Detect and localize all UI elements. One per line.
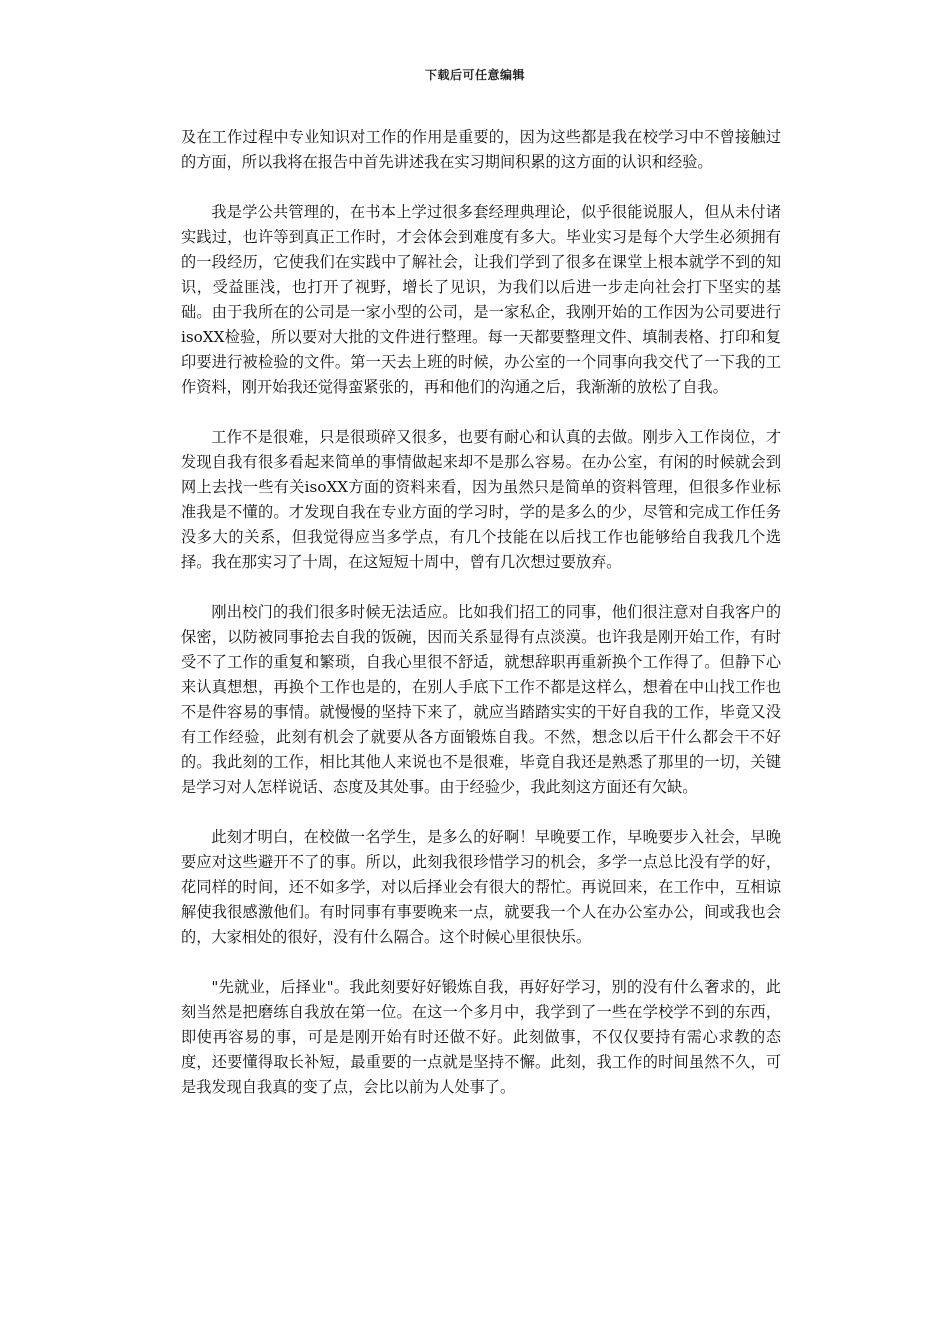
paragraph-5: 此刻才明白，在校做一名学生，是多么的好啊！早晚要工作，早晚要步入社会，早晚要应对这些避开不了的事。所以，此刻我很珍惜学习的机会，多学一点总比没有学的好，花同样的时间，还不如多学，对以后择业会有很大的帮忙。再说回来，在工作中，互相谅解使我很感激他们。有时同事有事要晚来一点，就要我一个人在办公室办公，间或我也会的，大家相处的很好，没有什么隔合。这个时候心里很快乐。 [181, 828, 781, 946]
paragraph-6: "先就业，后择业"。我此刻要好好锻炼自我，再好好学习，别的没有什么奢求的，此刻当然是把磨练自我放在第一位。在这一个多月中，我学到了一些在学校学不到的东西，即使再容易的事，可是是刚开始有时还做不好。此刻做事，不仅仅要持有需心求教的态度，还要懂得取长补短，最重要的一点就是坚持不懈。此刻，我工作的时间虽然不久，可是我发现自我真的变了点，会比以前为人处事了。 [181, 978, 781, 1096]
paragraph-2: 我是学公共管理的，在书本上学过很多套经理典理论，似乎很能说服人，但从未付诸实践过，也许等到真正工作时，才会体会到难度有多大。毕业实习是每个大学生必须拥有的一段经历，它使我们在实践中了解社会，让我们学到了很多在课堂上根本就学不到的知识，受益匪浅，也打开了视野，增长了见识，为我们以后进一步走向社会打下坚实的基础。由于我所在的公司是一家小型的公司，是一家私企，我刚开始的工作因为公司要进行isoXX检验，所以要对大批的文件进行整理。每一天都要整理文件、填制表格、打印和复印要进行被检验的文件。第一天去上班的时候，办公室的一个同事向我交代了一下我的工作资料，刚开始我还觉得蛮紧张的，再和他们的沟通之后，我渐渐的放松了自我。 [181, 203, 781, 396]
page-header-note: 下载后可任意编辑 [424, 68, 525, 82]
paragraph-3: 工作不是很难，只是很琐碎又很多，也要有耐心和认真的去做。刚步入工作岗位，才发现自我有很多看起来简单的事情做起来却不是那么容易。在办公室，有闲的时候就会到网上去找一些有关isoXX方面的资料来看，因为虽然只是简单的资料管理，但很多作业标准我是不懂的。才发现自我在专业方面的学习时，学的是多么的少，尽管和完成工作任务没多大的关系，但我觉得应当多学点，有几个技能在以后找工作也能够给自我我几个选择。我在那实习了十周，在这短短十周中，曾有几次想过要放弃。 [181, 428, 781, 571]
paragraph-4: 刚出校门的我们很多时候无法适应。比如我们招工的同事，他们很注意对自我客户的保密，以防被同事抢去自我的饭碗，因而关系显得有点淡漠。也许我是刚开始工作，有时受不了工作的重复和繁琐，自我心里很不舒适，就想辞职再重新换个工作得了。但静下心来认真想想，再换个工作也是的，在别人手底下工作不都是这样么，想着在中山找工作也不是件容易的事情。就慢慢的坚持下来了，就应当踏踏实实的干好自我的工作，毕竟又没有工作经验，此刻有机会了就要从各方面锻炼自我。不然，想念以后干什么都会干不好的。我此刻的工作，相比其他人来说也不是很难，毕竟自我还是熟悉了那里的一切，关键是学习对人怎样说话、态度及其处事。由于经验少，我此刻这方面还有欠缺。 [181, 603, 781, 796]
document-body [181, 125, 781, 1125]
paragraph-1: 及在工作过程中专业知识对工作的作用是重要的，因为这些都是我在校学习中不曾接触过的方面，所以我将在报告中首先讲述我在实习期间积累的这方面的认识和经验。 [181, 128, 781, 171]
